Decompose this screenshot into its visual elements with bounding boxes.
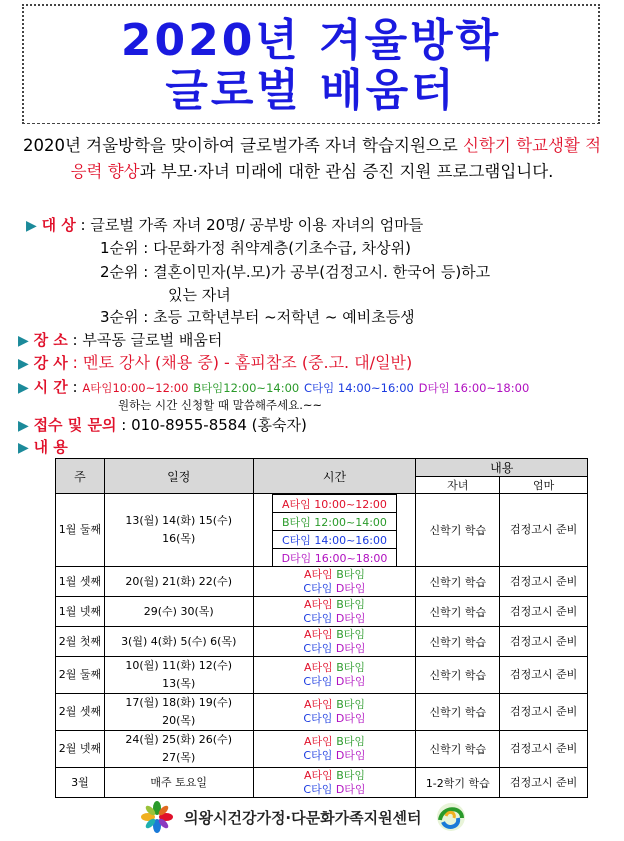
footer — [140, 800, 468, 834]
time-cell: A타임 B타임 C타임 D타임 — [253, 657, 416, 694]
week-cell: 2월 첫째 — [56, 627, 105, 657]
swirl-logo-icon — [434, 800, 468, 834]
time-cell: A타임 B타임 C타임 D타임 — [253, 627, 416, 657]
contact-label: 접수 및 문의 — [33, 416, 117, 434]
intro-paragraph — [20, 133, 604, 185]
bullet-triangle-icon: ▶ — [18, 356, 29, 372]
time-cell: A타임 B타임 C타임 D타임 — [253, 694, 416, 731]
date-cell: 24(월) 25(화) 26(수) 27(목) — [104, 731, 253, 768]
week-cell: 1월 넷째 — [56, 597, 105, 627]
child-cell: 신학기 학습 — [416, 657, 500, 694]
mom-cell: 검정고시 준비 — [500, 657, 588, 694]
date-cell: 10(월) 11(화) 12(수) 13(목) — [104, 657, 253, 694]
table-row — [56, 627, 588, 657]
time-cell: A타임 B타임 C타임 D타임 — [253, 768, 416, 798]
week-cell: 2월 둘째 — [56, 657, 105, 694]
table-row — [56, 657, 588, 694]
time-cell — [253, 494, 416, 567]
title-box — [22, 4, 600, 124]
contact-value: : 010-8955-8584 (홍숙자) — [121, 416, 307, 434]
teacher-label: 강 사 — [33, 354, 68, 372]
mom-cell: 검정고시 준비 — [500, 731, 588, 768]
mom-cell: 검정고시 준비 — [500, 694, 588, 731]
place-value: : 부곡동 글로벌 배움터 — [72, 331, 223, 349]
bullet-triangle-icon: ▶ — [18, 418, 29, 434]
date-cell: 3(월) 4(화) 5(수) 6(목) — [104, 627, 253, 657]
table-row — [56, 494, 588, 567]
time-cell: A타임 B타임 C타임 D타임 — [253, 567, 416, 597]
mom-cell: 검정고시 준비 — [500, 597, 588, 627]
week-cell: 1월 셋째 — [56, 567, 105, 597]
mom-cell: 검정고시 준비 — [500, 627, 588, 657]
time-slot-b: B타임 12:00~14:00 — [272, 513, 397, 531]
title-line-1: 2020년 겨울방학 — [120, 15, 502, 66]
week-cell: 1월 둘째 — [56, 494, 105, 567]
target-row — [26, 214, 423, 237]
table-row — [56, 731, 588, 768]
table-row — [56, 694, 588, 731]
date-cell: 29(수) 30(목) — [104, 597, 253, 627]
org-name: 의왕시건강가정·다문화가족지원센터 — [184, 808, 422, 827]
week-cell: 3월 — [56, 768, 105, 798]
time-c: C타임 14:00~16:00 — [304, 381, 414, 395]
intro-highlight: 신학기 학교생활 적응력 향상 — [70, 136, 602, 181]
child-cell: 신학기 학습 — [416, 494, 500, 567]
child-cell: 신학기 학습 — [416, 567, 500, 597]
date-cell: 13(월) 14(화) 15(수) 16(목) — [104, 494, 253, 567]
target-label: 대 상 — [41, 216, 76, 234]
time-slot-d: D타임 16:00~18:00 — [272, 549, 397, 567]
child-cell: 신학기 학습 — [416, 597, 500, 627]
time-label: 시 간 — [33, 378, 68, 396]
place-row — [18, 329, 222, 352]
contact-row — [18, 414, 307, 437]
child-cell: 신학기 학습 — [416, 694, 500, 731]
intro-text-2: 과 부모·자녀 미래에 대한 관심 증진 지원 프로그램입니다. — [139, 162, 554, 181]
week-cell: 2월 셋째 — [56, 694, 105, 731]
time-note: 원하는 시간 신청할 때 말씀해주세요.~~ — [118, 398, 323, 412]
title-line-2: 글로벌 배움터 — [165, 65, 457, 116]
priority-2-cont: 있는 자녀 — [168, 286, 231, 304]
header-date: 일정 — [104, 459, 253, 494]
time-slot-c: C타임 14:00~16:00 — [272, 531, 397, 549]
teacher-value: : 멘토 강사 (채용 중) - 홈피참조 (중.고. 대/일반) — [72, 353, 413, 372]
table-row — [56, 768, 588, 798]
place-label: 장 소 — [33, 331, 68, 349]
child-cell: 1-2학기 학습 — [416, 768, 500, 798]
bullet-triangle-icon: ▶ — [18, 380, 29, 396]
priority-1: 1순위 : 다문화가정 취약계층(기초수급, 차상위) — [100, 239, 411, 257]
intro-text-1: 2020년 겨울방학을 맞이하여 글로벌가족 자녀 학습지원으로 — [22, 136, 464, 155]
flower-logo-icon — [140, 800, 174, 834]
content-label: 내 용 — [33, 438, 68, 456]
bullet-triangle-icon: ▶ — [26, 218, 37, 234]
header-mom: 엄마 — [500, 477, 588, 494]
date-cell: 매주 토요일 — [104, 768, 253, 798]
time-cell: A타임 B타임 C타임 D타임 — [253, 731, 416, 768]
header-content: 내용 — [416, 459, 588, 477]
table-row — [56, 567, 588, 597]
mom-cell: 검정고시 준비 — [500, 494, 588, 567]
teacher-row — [18, 352, 412, 375]
target-value: : 글로벌 가족 자녀 20명/ 공부방 이용 자녀의 엄마들 — [80, 216, 424, 234]
header-week: 주 — [56, 459, 105, 494]
date-cell: 17(월) 18(화) 19(수) 20(목) — [104, 694, 253, 731]
child-cell: 신학기 학습 — [416, 731, 500, 768]
time-cell: A타임 B타임 C타임 D타임 — [253, 597, 416, 627]
mom-cell: 검정고시 준비 — [500, 768, 588, 798]
schedule-table — [55, 458, 588, 798]
date-cell: 20(월) 21(화) 22(수) — [104, 567, 253, 597]
time-d: D타임 16:00~18:00 — [418, 381, 530, 395]
week-cell: 2월 넷째 — [56, 731, 105, 768]
header-time: 시간 — [253, 459, 416, 494]
header-child: 자녀 — [416, 477, 500, 494]
time-row: ▶ 시 간 : A타임10:00~12:00 B타임12:00~14:00 C타임 14:00~16:00 D타임 16:00~18:00 — [18, 378, 530, 396]
priority-3: 3순위 : 초등 고학년부터 ~저학년 ~ 예비초등생 — [100, 308, 415, 326]
content-row — [18, 436, 68, 459]
priority-2: 2순위 : 결혼이민자(부.모)가 공부(검정고시. 한국어 등)하고 — [100, 263, 491, 281]
bullet-triangle-icon: ▶ — [18, 440, 29, 456]
time-slot-a: A타임 10:00~12:00 — [272, 495, 397, 513]
child-cell: 신학기 학습 — [416, 627, 500, 657]
time-b: B타임12:00~14:00 — [193, 381, 300, 395]
table-row — [56, 597, 588, 627]
bullet-triangle-icon: ▶ — [18, 333, 29, 349]
mom-cell: 검정고시 준비 — [500, 567, 588, 597]
time-a: A타임10:00~12:00 — [82, 381, 189, 395]
